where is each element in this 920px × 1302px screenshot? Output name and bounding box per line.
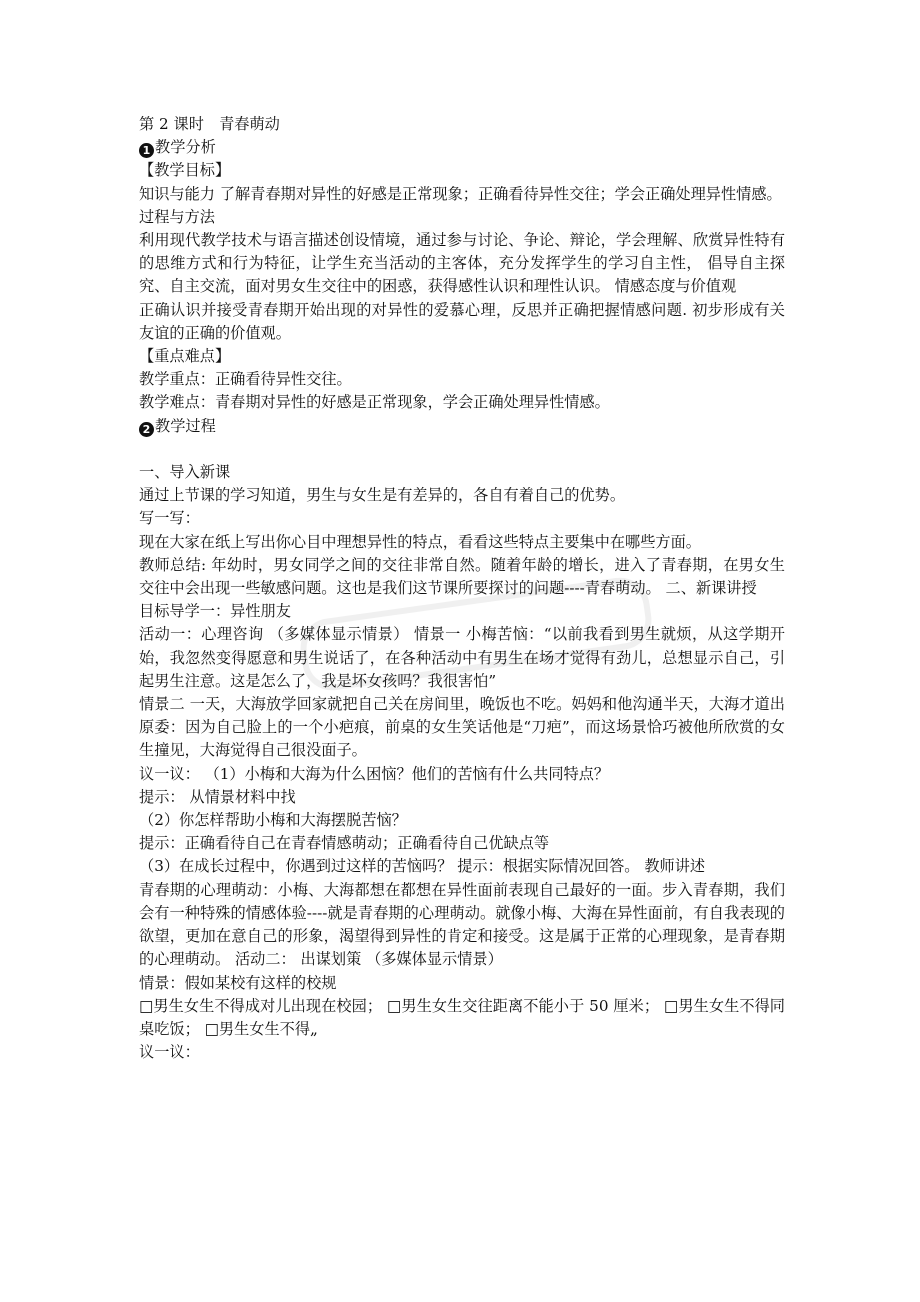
activity1-paragraph: 活动一：心理咨询 （多媒体显示情景） 情景一 小梅苦恼：“以前我看到男生就烦，从这学期开始，我忽然变得愿意和男生说话了，在各种活动中有男生在场才觉得有劲儿，总想显示自己，引起男生注意。这是怎么了，我是坏女孩吗？我很害怕” [139, 625, 785, 690]
goal1-heading: 目标导学一：异性朋友 [139, 602, 291, 621]
objectives-heading: 【教学目标】 [139, 161, 231, 180]
rules-paragraph: □男生女生不得成对儿出现在校园； □男生女生交往距离不能小于 50 厘米； □男生女生不得同桌吃饭； □男生女生不得„ [139, 996, 785, 1038]
key-point: 教学重点：正确看待异性交往。 [139, 370, 352, 389]
intro-paragraph: 通过上节课的学习知道，男生与女生是有差异的，各自有着自己的优势。 [139, 486, 625, 505]
question-3: （3）在成长过程中，你遇到过这样的苦恼吗？ 提示：根据实际情况回答。 教师讲述 [139, 857, 706, 876]
discuss-question-1: 议一议： （1）小梅和大海为什么困恼？他们的苦恼有什么共同特点？ [139, 764, 610, 783]
question-2: （2）你怎样帮助小梅和大海摆脱苦恼？ [139, 811, 407, 830]
keypoints-heading: 【重点难点】 [139, 347, 231, 366]
section-heading-process [139, 415, 785, 438]
scene2-paragraph: 情景二 一天，大海放学回家就把自己关在房间里，晚饭也不吃。妈妈和他沟通半天，大海才道出原委：因为自己脸上的一个小疤痕，前桌的女生笑话他是“刀疤”，而这场景恰巧被他所欣赏的女生撞见，大海觉得自己很没面子。 [139, 695, 785, 760]
teacher-summary: 教师总结: 年幼时，男女同学之间的交往非常自然。随着年龄的增长，进入了青春期，在男女生交往中会出现一些敏感问题。这也是我们这节课所要探讨的问题----青春萌动。 二、新课讲授 [139, 555, 785, 598]
blank-line [139, 438, 785, 461]
values-paragraph: 正确认识并接受青春期开始出现的对异性的爱慕心理，反思并正确把握情感问题. 初步形成有关友谊的正确的价值观。 [139, 300, 785, 342]
hint-2: 提示：正确看待自己在青春情感萌动；正确看待自己优缺点等 [139, 834, 550, 853]
scene-rules: 情景：假如某校有这样的校规 [139, 973, 337, 992]
document-body [139, 113, 785, 1064]
discuss-end: 议一议： [139, 1043, 200, 1062]
number-one-icon: 1 [139, 143, 154, 158]
process-method-paragraph: 利用现代教学技术与语言描述创设情境，通过参与讨论、争论、辩论，学会理解、欣赏异性特有的思维方式和行为特征，让学生充当活动的主客体，充分发挥学生的学习自主性， 倡导自主探究、自主交流，面对男女生交往中的困惑，获得感性认识和理性认识。 情感态度与价值观 [139, 231, 785, 296]
hint-1: 提示： 从情景材料中找 [139, 787, 296, 806]
objectives-knowledge: 知识与能力 了解青春期对异性的好感是正常现象；正确看待异性交往；学会正确处理异性情感。 [139, 184, 782, 203]
difficult-point: 教学难点：青春期对异性的好感是正常现象，学会正确处理异性情感。 [139, 393, 610, 412]
teacher-talk: 青春期的心理萌动：小梅、大海都想在都想在异性面前表现自己最好的一面。步入青春期，我们会有一种特殊的情感体验----就是青春期的心理萌动。就像小梅、大海在异性面前，有自我表现的欲望，更加在意自己的形象，渴望得到异性的肯定和接受。这是属于正常的心理现象，是青春期的心理萌动。 活动二： 出谋划策 （多媒体显示情景） [139, 880, 785, 969]
process-method-heading: 过程与方法 [139, 207, 215, 226]
write-paragraph: 现在大家在纸上写出你心目中理想异性的特点，看看这些特点主要集中在哪些方面。 [139, 532, 701, 551]
section-heading-text: 教学分析 [155, 138, 216, 157]
intro-heading: 一、导入新课 [139, 463, 231, 482]
lesson-title: 第 2 课时 青春萌动 [139, 115, 280, 133]
section-heading-analysis [139, 136, 785, 159]
number-two-icon: 2 [139, 422, 154, 437]
write-heading: 写一写： [139, 509, 200, 528]
section-heading-text: 教学过程 [155, 416, 216, 435]
